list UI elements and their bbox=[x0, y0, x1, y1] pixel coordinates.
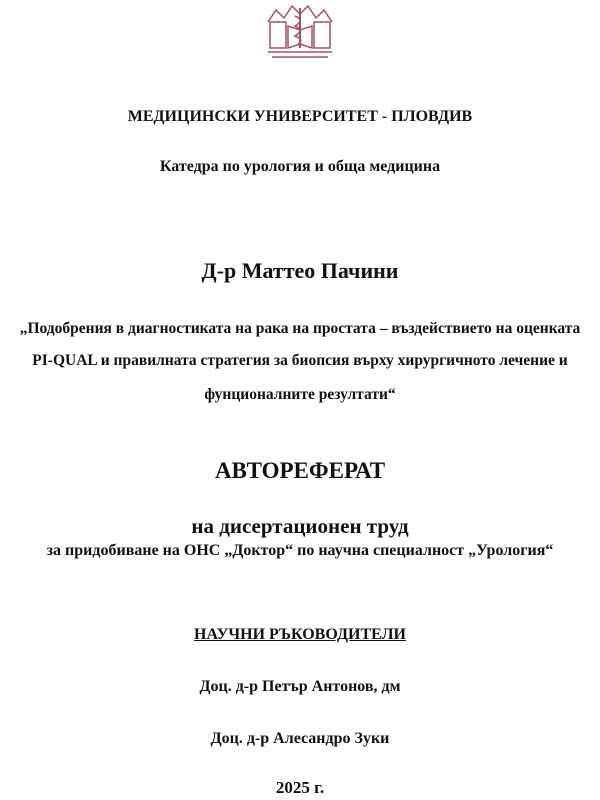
year: 2025 г. bbox=[275, 778, 325, 797]
university-name: МЕДИЦИНСКИ УНИВЕРСИТЕТ - ПЛОВДИВ bbox=[127, 108, 473, 125]
supervisor-1: Доц. д-р Петър Антонов, дм bbox=[199, 678, 401, 695]
document-type: АВТОРЕФЕРАТ bbox=[214, 458, 386, 483]
thesis-title-line-1: „Подобрения в диагностиката на рака на простата – въздействието на оценката bbox=[19, 320, 581, 337]
thesis-title-line-2: PI-QUAL и правилната стратегия за биопсия върху хирургичното лечение и bbox=[32, 352, 568, 369]
university-logo bbox=[262, 0, 338, 62]
thesis-title-line-3: фунционалните резултати“ bbox=[204, 386, 396, 403]
supervisors-heading: НАУЧНИ РЪКОВОДИТЕЛИ bbox=[194, 626, 406, 643]
degree-line: за придобиване на ОНС „Доктор“ по научна специалност „Урология“ bbox=[46, 542, 554, 559]
supervisor-2: Доц. д-р Алесандро Зуки bbox=[210, 730, 390, 747]
document-subtype: на дисертационен труд bbox=[191, 514, 409, 538]
department-name: Катедра по урология и обща медицина bbox=[159, 158, 441, 175]
author-name: Д-р Маттео Пачини bbox=[201, 258, 399, 283]
